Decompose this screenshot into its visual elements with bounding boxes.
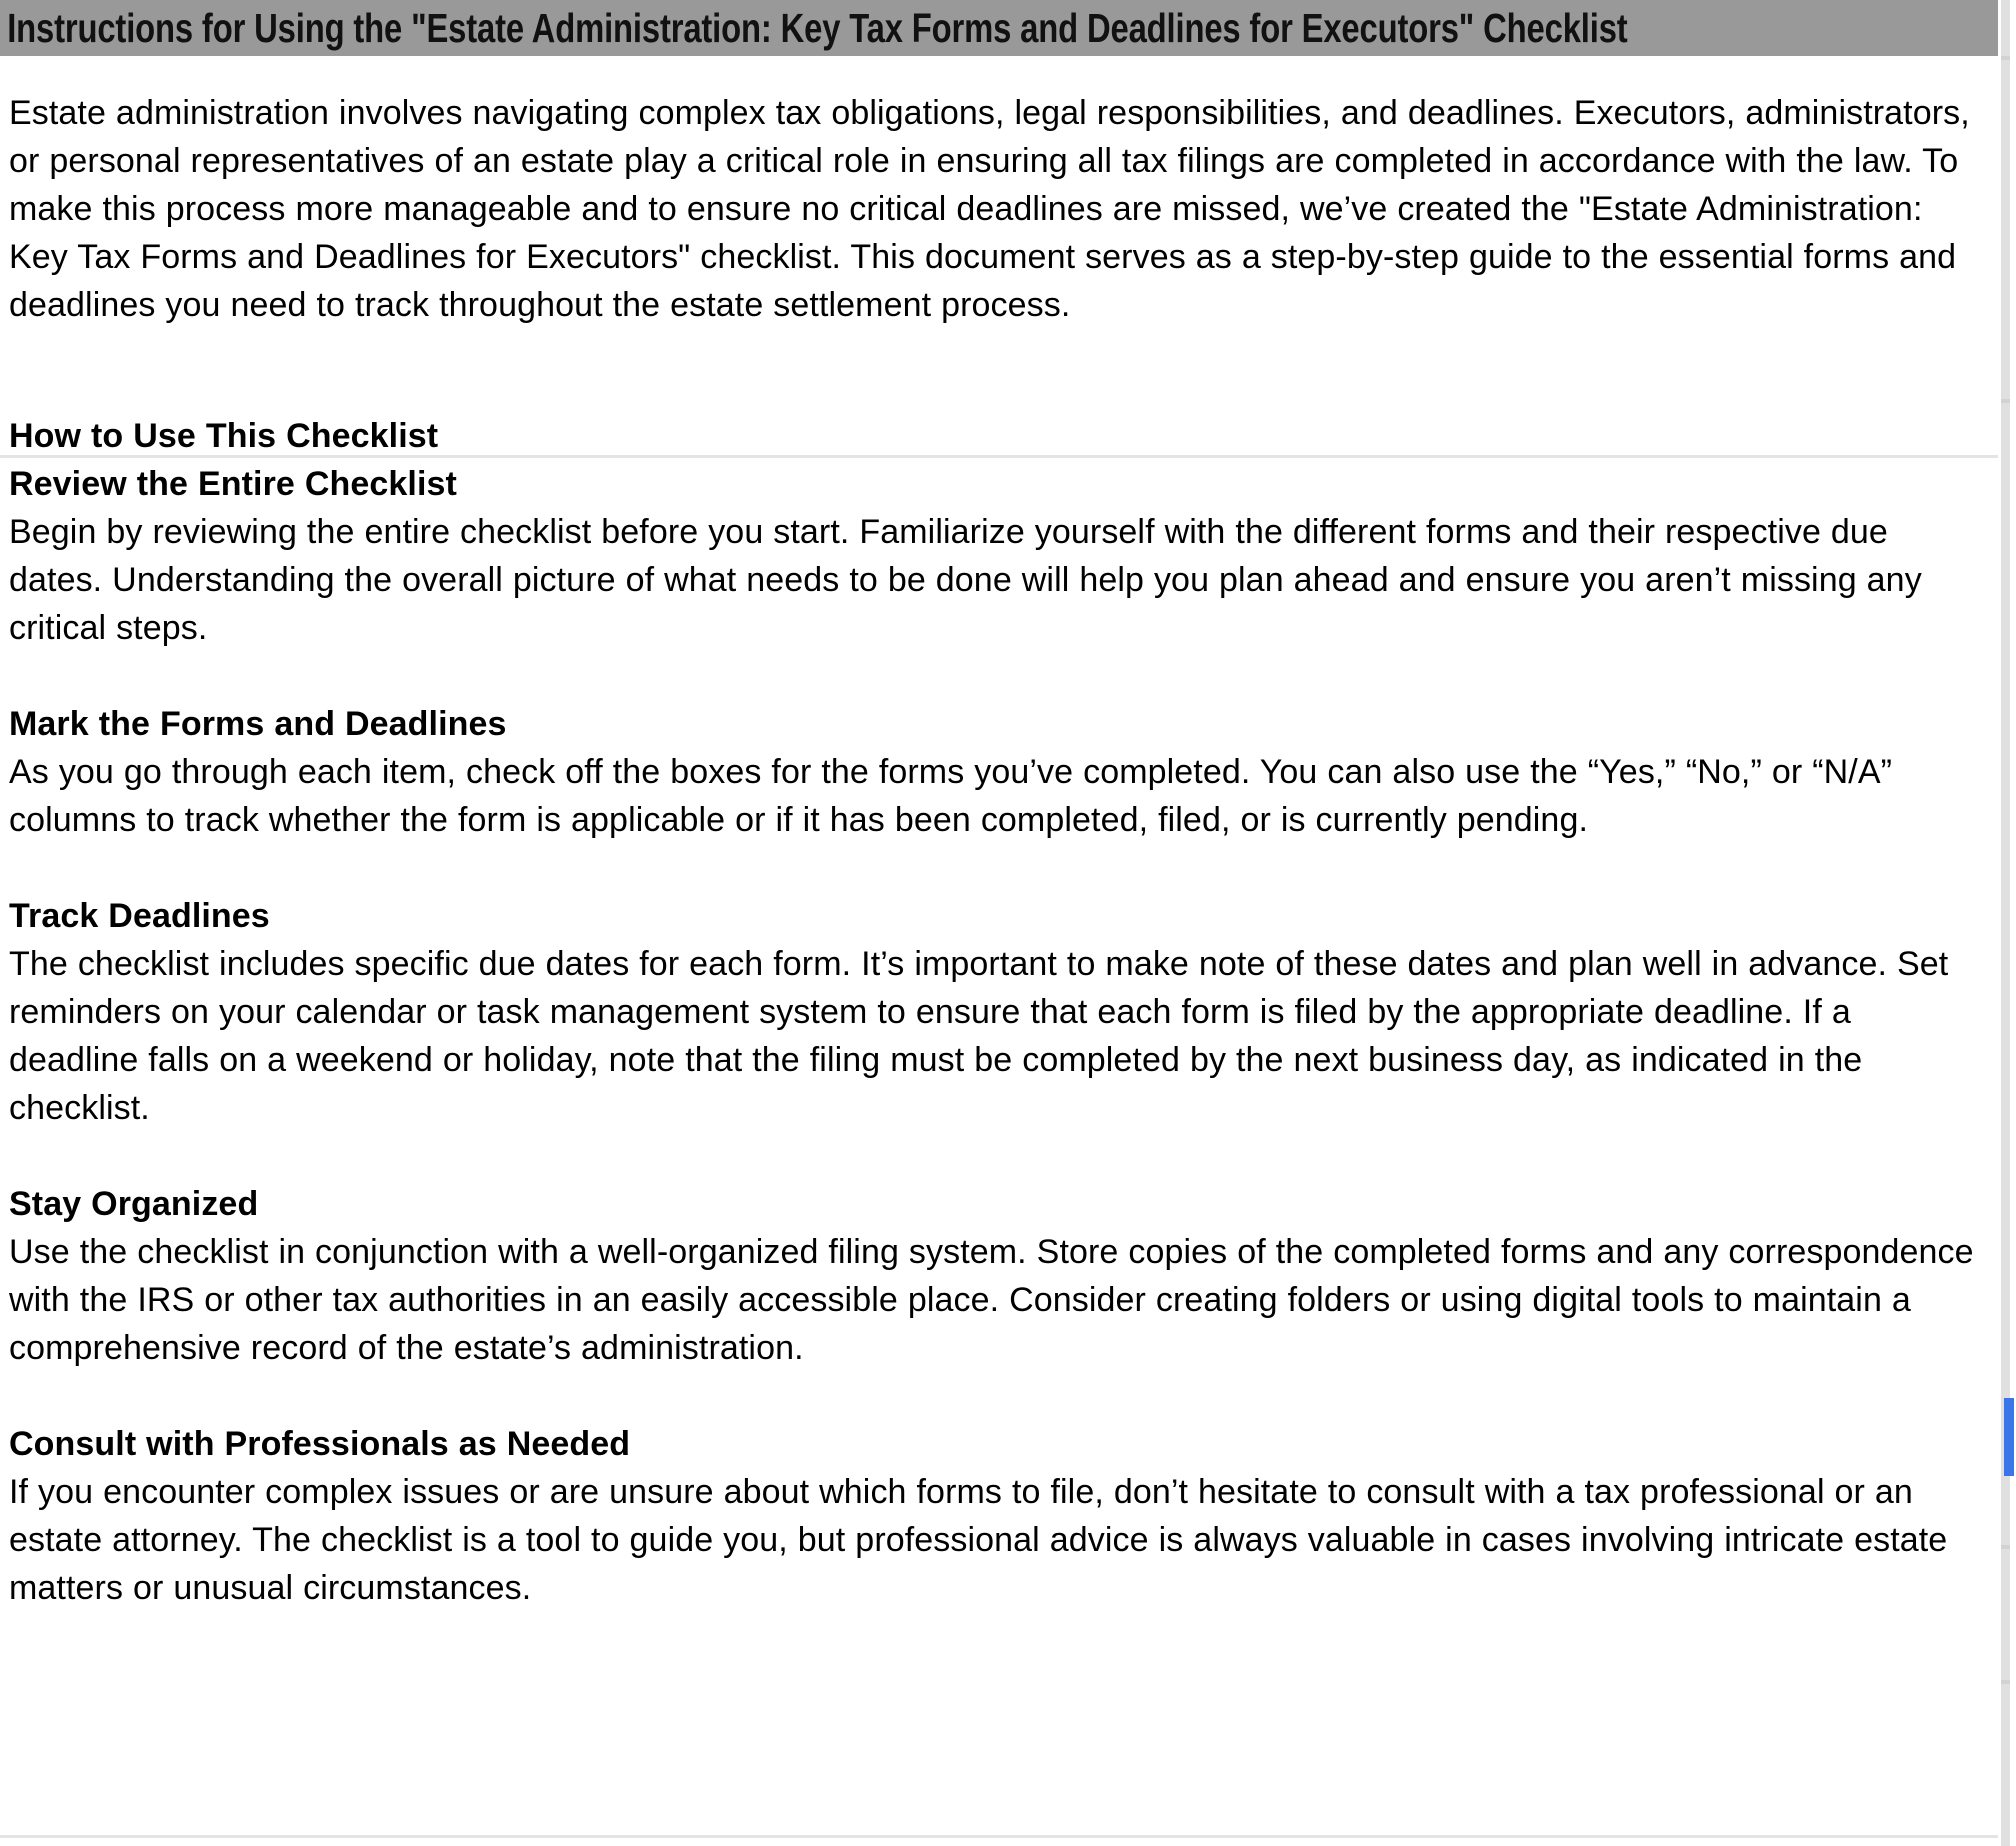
heading-consult-with-professionals-as-needed: Consult with Professionals as Needed — [9, 1425, 631, 1463]
scrollbar-tick — [2001, 56, 2010, 60]
section-divider-top — [0, 455, 1998, 458]
scrollbar-tick — [2001, 1680, 2010, 1684]
paragraph-spacer — [9, 844, 1984, 892]
howto-title: How to Use This Checklist — [9, 417, 439, 455]
heading-review-the-entire-checklist: Review the Entire Checklist — [9, 465, 457, 503]
document-header-bar — [0, 0, 2008, 56]
vertical-scrollbar[interactable] — [1998, 0, 2016, 1846]
scrollbar-track[interactable] — [2001, 0, 2010, 1846]
document-content — [0, 56, 1998, 1846]
paragraph-spacer — [9, 652, 1984, 700]
heading-mark-the-forms-and-deadlines: Mark the Forms and Deadlines — [9, 705, 507, 743]
scrollbar-tick — [2001, 399, 2010, 403]
intro-paragraph: Estate administration involves navigating complex tax obligations, legal responsibilities, and deadlines. Executors, administrators, or personal representatives of an estate play a critical role in ensuring all tax filings are completed in accordance with the law. To make this process more manageable and to ensure no critical deadlines are missed, we’ve created the "Estate Administration: Key Tax Forms and Deadlines for Executors" checklist. This document serves as a step-by-step guide to the essential forms and deadlines you need to track throughout the estate settlement process. — [9, 94, 1970, 324]
heading-track-deadlines: Track Deadlines — [9, 897, 270, 935]
body-stay-organized: Use the checklist in conjunction with a well-organized filing system. Store copies of the completed forms and any correspondence with the IRS or other tax authorities in an easily accessible place. Consider creating folders or using digital tools to maintain a comprehensive record of the estate’s administration. — [9, 1233, 1974, 1367]
paragraph-spacer — [9, 1372, 1984, 1420]
paragraph-spacer — [9, 1132, 1984, 1180]
howto-section — [0, 329, 1998, 1612]
section-divider-bottom — [0, 1835, 1998, 1838]
body-review-the-entire-checklist: Begin by reviewing the entire checklist before you start. Familiarize yourself with the different forms and their respective due dates. Understanding the overall picture of what needs to be done will help you plan ahead and ensure you aren’t missing any critical steps. — [9, 513, 1922, 647]
intro-section — [0, 56, 1998, 329]
body-mark-the-forms-and-deadlines: As you go through each item, check off the boxes for the forms you’ve completed. You can also use the “Yes,” “No,” or “N/A” columns to track whether the form is applicable or if it has been completed, filed, or is currently pending. — [9, 753, 1893, 839]
scrollbar-tick — [2001, 1545, 2010, 1549]
scrollbar-thumb[interactable] — [2004, 1398, 2014, 1476]
body-consult-with-professionals-as-needed: If you encounter complex issues or are unsure about which forms to file, don’t hesitate to consult with a tax professional or an estate attorney. The checklist is a tool to guide you, but professional advice is always valuable in cases involving intricate estate matters or unusual circumstances. — [9, 1473, 1948, 1607]
page-title: Instructions for Using the "Estate Administration: Key Tax Forms and Deadlines for Executors" Checklist — [7, 5, 1628, 51]
body-track-deadlines: The checklist includes specific due dates for each form. It’s important to make note of these dates and plan well in advance. Set reminders on your calendar or task management system to ensure that each form is filed by the appropriate deadline. If a deadline falls on a weekend or holiday, note that the filing must be completed by the next business day, as indicated in the checklist. — [9, 945, 1949, 1127]
heading-stay-organized: Stay Organized — [9, 1185, 259, 1223]
